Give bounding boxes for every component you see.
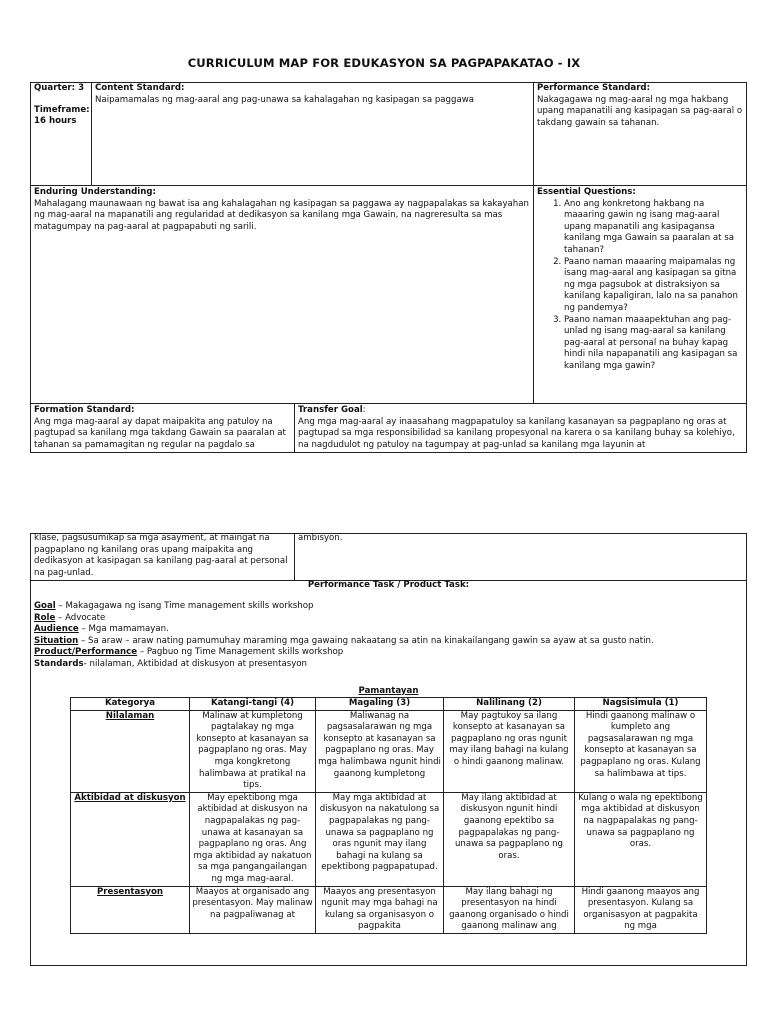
content-standard-text: Naipamamalas ng mag-aaral ang pag-unawa sa kahalagahan ng kasipagan sa paggawa	[95, 94, 475, 105]
grasps-goal	[34, 601, 742, 613]
transfer-goal-continued-text: ambisyon.	[298, 533, 343, 543]
enduring-understanding-text: Mahalagang maunawaan ng bawat isa ang kahalagahan ng kasipagan sa paggawa ay nagpapalakas sa kakayahan ng mag-aaral na mapanatili ang regularidad at dedikasyon sa kanilang mga Gawain, na nagreresulta sa mas matagumpay na pag-aaral at pagpapabuti ng sarili.	[34, 198, 529, 232]
transfer-goal-text: Ang mga mag-aaral ay inaasahang magpapatuloy sa kanilang kasanayan sa pagpaplano ng oras at pagtupad sa mga responsibilidad sa kanilang propesyonal na karera o sa kanilang buhay sa kolehiyo, na nagdudulot ng patuloy na tagumpay at pag-unlad sa kanilang mga layunin at	[298, 416, 735, 450]
formation-standard-continued-text: klase, pagsusumikap sa mga asayment, at maingat na pagpaplano ng kanilang oras upang maipakita ang dedikasyon at kasipagan sa kanilang pag-aaral at personal na pag-unlad.	[34, 533, 288, 578]
grasps-separator: -	[83, 658, 90, 669]
rubric-cell: Hindi gaanong malinaw o kumpleto ang pagsasalarawan ng mga konsepto at kasanayan sa pagpaplano ng oras. Kulang sa halimbawa at tips.	[575, 710, 707, 792]
rubric-criterion: Aktibidad at diskusyon	[71, 792, 190, 886]
rubric-title: Pamantayan	[358, 686, 419, 696]
rubric-criterion: Presentasyon	[71, 886, 190, 933]
rubric-cell: Maliwanag na pagsasalarawan ng mga konsepto at kasanayan sa pagpaplano ng oras. May mga halimbawa ngunit hindi gaanong kumpletong	[316, 710, 444, 792]
grasps-audience-text: Mga mamamayan.	[88, 624, 169, 635]
essential-question-item: 3. Paano naman maaapektuhan ang pag-unlad ng isang mag-aaral sa kanilang pag-aaral at personal na buhay kapag hindi nila napapanatili ang kasipagan sa kanilang mga gawin?	[564, 315, 743, 373]
grasps-audience	[34, 624, 742, 636]
grasps-product	[34, 647, 742, 659]
rubric-row-nilalaman	[71, 710, 707, 792]
grasps-role-text: Advocate	[65, 612, 106, 623]
rubric-cell: May ilang bahagi ng presentasyon na hindi gaanong organisado o hindi gaanong malinaw ang	[444, 886, 575, 933]
performance-standard-text: Nakagagawa ng mag-aaral ng mga hakbang upang mapanatili ang kasipagan sa pag-aaral o takdang gawain sa tahanan.	[537, 94, 743, 128]
grasps-separator: –	[55, 601, 66, 611]
rubric-cell: Maayos at organisado ang presentasyon. May malinaw na pagpaliwanag at	[190, 886, 316, 933]
grasps-product-label: Product/Performance	[34, 647, 138, 658]
rubric-row-aktibidad	[71, 792, 707, 886]
grasps-role-label: Role	[34, 612, 56, 623]
grasps-standards-label: Standards	[34, 658, 84, 669]
rubric-cell: Kulang o wala ng epektibong mga aktibidad at diskusyon na nagpapalakas ng pang-unawa sa pagpaplano ng oras.	[575, 792, 707, 886]
rubric-header: Nagsisimula (1)	[575, 698, 707, 711]
rubric-header-row	[71, 698, 707, 711]
formation-standard-label: Formation Standard:	[34, 405, 135, 415]
rubric-clip	[70, 697, 710, 965]
grasps-situation-text: Sa araw – araw nating pamumuhay maraming mga gawaing nakaatang sa atin na kinakailangang gawin sa ayaw at sa gusto natin.	[88, 635, 654, 646]
transfer-goal-continued	[295, 533, 746, 580]
quarter-cell	[31, 82, 91, 182]
formation-standard-cell	[31, 404, 294, 452]
performance-standard-label: Performance Standard:	[537, 83, 651, 93]
essential-question-item: 1. Ano ang konkretong hakbang na maaaring gawin ng isang mag-aaral upang mapanatili ang kasipagansa kanilang mga Gawain sa paaralan at sa tahanan?	[564, 199, 743, 257]
grasps-separator: –	[78, 635, 89, 646]
rubric-criterion: Nilalaman	[71, 710, 190, 792]
grasps-standards	[34, 659, 742, 671]
table2-bottom-border	[30, 965, 747, 966]
content-standard-cell	[92, 82, 533, 182]
rubric-cell: Maayos ang presentasyon ngunit may mga bahagi na kulang sa organisasyon o pagpakita	[316, 886, 444, 933]
grasps-separator: –	[55, 612, 66, 623]
essential-questions-cell	[534, 186, 746, 401]
grasps-audience-label: Audience	[34, 624, 79, 635]
grasps-goal-text: Makagagawa ng isang Time management skills workshop	[65, 601, 314, 611]
essential-question-item: 2. Paano naman maaaring maipamalas ng isang mag-aaral ang kasipagan sa gitna ng mga pagsubok at distraksiyon sa kanilang kapaligiran, lalo na sa panahon ng pandemya?	[564, 257, 743, 315]
grasps-product-text: Pagbuo ng Time Management skills workshop	[146, 647, 344, 658]
rubric-table	[70, 697, 707, 934]
rubric-header: Kategorya	[71, 698, 190, 711]
essential-questions-label: Essential Questions:	[537, 187, 636, 197]
rubric-header: Nalilinang (2)	[444, 698, 575, 711]
table2-right-border	[746, 533, 747, 966]
document-title: CURRICULUM MAP FOR EDUKASYON SA PAGPAPAKATAO - IX	[187, 56, 581, 70]
table1-right-border	[746, 82, 747, 453]
transfer-goal-cell: Transfer Goal: Ang mga mag-aaral ay inaasahang magpapatuloy sa kanilang kasanayan sa pagpaplano ng oras at pagtupad sa mga responsibilidad sa kanilang propesyonal na karera o sa kanilang buhay sa kolehiyo, na nagdudulot ng patuloy na tagumpay at pag-unlad sa kanilang mga layunin at	[295, 404, 746, 452]
content-standard-label: Content Standard:	[95, 83, 185, 93]
timeframe-label: Timeframe: 16 hours	[34, 104, 90, 127]
essential-questions-list	[537, 199, 743, 373]
enduring-understanding-cell	[31, 186, 533, 401]
rubric-cell: May epektibong mga aktibidad at diskusyon na nagpapalakas ng pag-unawa at kasanayan sa pagpaplano ng oras. Ang mga aktibidad ay nakatuon sa mga pangangailangan ng mga mag-aaral.	[190, 792, 316, 886]
grasps-situation	[34, 636, 742, 648]
transfer-goal-label: Transfer Goal	[298, 405, 363, 415]
grasps-separator: –	[137, 647, 147, 658]
rubric-cell: Hindi gaanong maayos ang presentasyon. Kulang sa organisasyon at pagpakita ng mga	[575, 886, 707, 933]
enduring-understanding-label: Enduring Understanding:	[34, 187, 156, 197]
rubric-header: Katangi-tangi (4)	[190, 698, 316, 711]
grasps-list	[34, 601, 742, 671]
table2-left-border	[30, 533, 31, 966]
performance-standard-cell	[534, 82, 746, 182]
quarter-label: Quarter: 3	[34, 83, 85, 93]
rubric-cell: Malinaw at kumpletong pagtalakay ng mga konsepto at kasanayan sa pagpaplano ng oras. May mga kongkretong halimbawa at pratikal na tips.	[190, 710, 316, 792]
rubric-row-presentasyon	[71, 886, 707, 933]
grasps-goal-label: Goal	[34, 601, 56, 611]
table1-bottom-border	[30, 452, 747, 453]
grasps-separator: –	[78, 624, 89, 635]
grasps-standards-text: nilalaman, Aktibidad at diskusyon at presentasyon	[89, 658, 307, 669]
formation-standard-text: Ang mga mag-aaral ay dapat maipakita ang patuloy na pagtupad sa kanilang mga takdang Gawain sa paaralan at tahanan sa pamamagitan ng regular na pagdalo sa	[34, 416, 286, 450]
grasps-role	[34, 613, 742, 625]
formation-standard-continued	[31, 533, 294, 580]
rubric-cell: May pagtukoy sa ilang konsepto at kasanayan sa pagpaplano ng oras ngunit may ilang bahagi na kulang o hindi gaanong malinaw.	[444, 710, 575, 792]
rubric-header: Magaling (3)	[316, 698, 444, 711]
rubric-cell: May mga aktibidad at diskusyon na nakatulong sa pagpapalakas ng pang-unawa sa pagpaplano ng oras ngunit may ilang bahagi na kulang sa epektibong pagpapatupad.	[316, 792, 444, 886]
performance-task-heading: Performance Task / Product Task:	[307, 580, 470, 590]
grasps-situation-label: Situation	[34, 635, 79, 646]
rubric-cell: May ilang aktibidad at diskusyon ngunit hindi gaanong epektibo sa pagpapalakas ng pang-unawa sa pagpaplano ng oras.	[444, 792, 575, 886]
